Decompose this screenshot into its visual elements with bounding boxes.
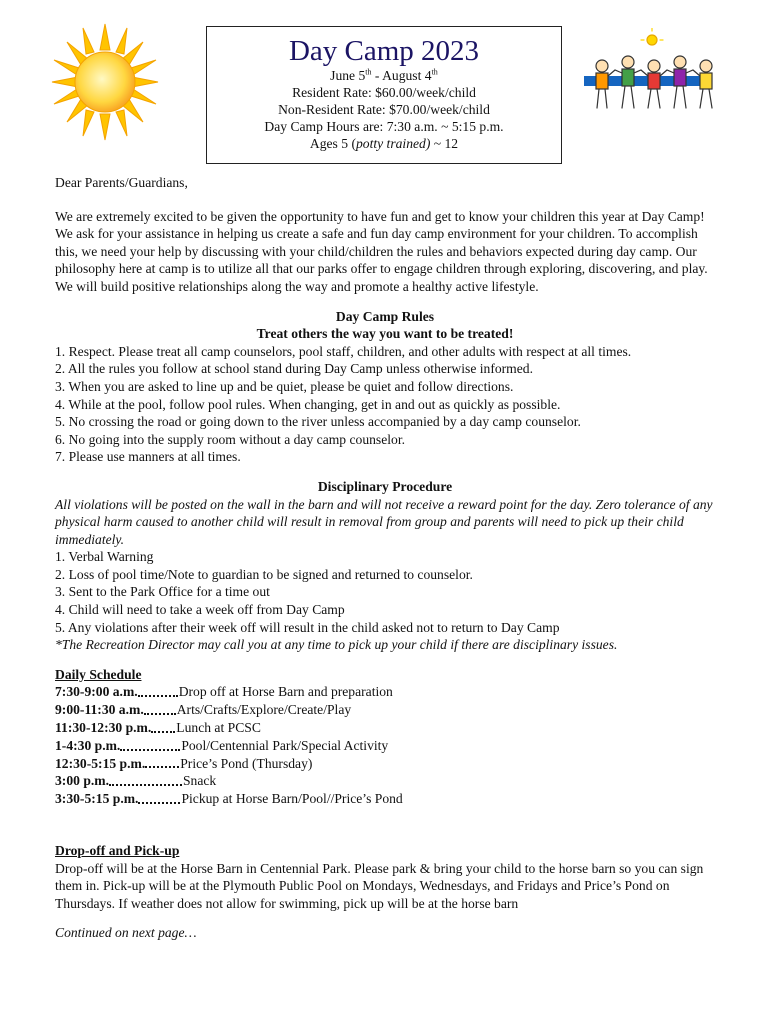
rule-item: 2. All the rules you follow at school stand during Day Camp unless otherwise informed. [55,361,533,377]
dropoff-title: Drop-off and Pick-up [55,843,180,859]
schedule-row [55,790,715,808]
discipline-title: Disciplinary Procedure [317,478,453,494]
children-holding-hands-icon [584,28,724,118]
schedule-time: 1-4:30 p.m. [55,737,121,753]
continued-note: Continued on next page… [55,925,197,941]
ages-prefix: Ages 5 ( [309,136,356,151]
schedule-time: 3:30-5:15 p.m. [55,791,139,807]
letter-body [55,174,715,942]
greeting: Dear Parents/Guardians, [55,175,188,190]
rule-item: 6. No going into the supply room without a day camp counselor. [55,431,405,447]
schedule-time: 3:00 p.m. [55,773,109,789]
dot-leader [144,701,176,715]
schedule-row [55,701,715,719]
discipline-item: 3. Sent to the Park Office for a time out [55,584,270,600]
discipline-item: 2. Loss of pool time/Note to guardian to be signed and returned to counselor. [55,566,473,582]
resident-rate: Resident Rate: $60.00/week/child [292,85,476,100]
schedule-row [55,683,715,701]
dot-leader [109,772,182,786]
schedule-activity: Price’s Pond (Thursday) [180,755,313,771]
schedule-activity: Pool/Centennial Park/Special Activity [181,737,389,753]
schedule-time: 9:00-11:30 a.m. [55,702,144,718]
schedule-time: 11:30-12:30 p.m. [55,720,152,736]
discipline-item: 1. Verbal Warning [55,549,154,565]
dot-leader [138,790,180,804]
intro-paragraph: We are extremely excited to be given the opportunity to have fun and get to know your children this year at Day Camp! We ask for your assistance in helping us create a safe and fun day camp environment for your children. To accomplish this, we need your help by discussing with your child/children the rules and behaviors expected during day camp. Our philosophy here at camp is to utilize all that our parks offer to engage children through exploring, discovering, and play. We will build positive relationships along the way and promote a healthy active lifestyle. [55,208,708,294]
rule-item: 4. While at the pool, follow pool rules. When changing, get in and out as quickly as possible. [55,396,561,412]
start-date-suffix: th [365,67,372,77]
rules-list [55,343,715,466]
dot-leader [138,683,178,697]
schedule-time: 12:30-5:15 p.m. [55,755,146,771]
discipline-list [55,548,715,636]
schedule-activity: Arts/Crafts/Explore/Create/Play [176,702,352,718]
camp-hours: Day Camp Hours are: 7:30 a.m. ~ 5:15 p.m. [264,119,504,134]
camp-info-box [206,26,562,164]
camp-dates [207,67,561,84]
dot-leader [151,719,175,733]
schedule-activity: Snack [183,773,217,789]
schedule-title: Daily Schedule [55,666,142,682]
schedule-activity: Pickup at Horse Barn/Pool//Price’s Pond [181,791,403,807]
schedule-table [55,683,715,808]
discipline-item: 4. Child will need to take a week off from Day Camp [55,602,345,618]
schedule-row [55,772,715,790]
end-date: - August 4 [371,68,432,83]
ages-suffix: ~ 12 [430,136,459,151]
start-date: June 5 [330,68,366,83]
camp-ages [207,135,561,152]
rule-item: 3. When you are asked to line up and be quiet, please be quiet and follow directions. [55,378,514,394]
schedule-row [55,737,715,755]
schedule-time: 7:30-9:00 a.m. [55,684,138,700]
discipline-item: 5. Any violations after their week off will result in the child asked not to return to Day Camp [55,619,560,635]
schedule-activity: Lunch at PCSC [176,720,261,736]
dropoff-text: Drop-off will be at the Horse Barn in Centennial Park. Please park & bring your child to the horse barn so you can sign them in. Pick-up will be at the Plymouth Public Pool on Mondays, Wednesdays, and Fridays and Price’s Pond on Thursdays. If weather does not allow for swimming, pick up will be at the horse barn [55,860,704,911]
sun-icon [50,22,160,142]
discipline-note: *The Recreation Director may call you at any time to pick up your child if there are disciplinary issues. [55,637,618,653]
end-date-suffix: th [431,67,438,77]
rules-subtitle: Treat others the way you want to be treated! [256,326,514,342]
rule-item: 7. Please use manners at all times. [55,449,241,465]
dot-leader [145,755,179,769]
schedule-row [55,719,715,737]
rule-item: 1. Respect. Please treat all camp counselors, pool staff, children, and other adults with respect at all times. [55,343,632,359]
schedule-row [55,755,715,773]
dot-leader [120,737,180,751]
page-title: Day Camp 2023 [288,35,480,67]
rules-title: Day Camp Rules [335,308,435,324]
schedule-activity: Drop off at Horse Barn and preparation [178,684,393,700]
nonresident-rate: Non-Resident Rate: $70.00/week/child [278,102,490,117]
rule-item: 5. No crossing the road or going down to the river unless accompanied by a day camp counselor. [55,414,581,430]
discipline-intro: All violations will be posted on the wall in the barn and will not receive a reward point for the day. Zero tolerance of any physical harm caused to another child will result in removal from group and parents will need to pick up their child immediately. [55,496,713,547]
ages-note: potty trained) [355,136,431,151]
